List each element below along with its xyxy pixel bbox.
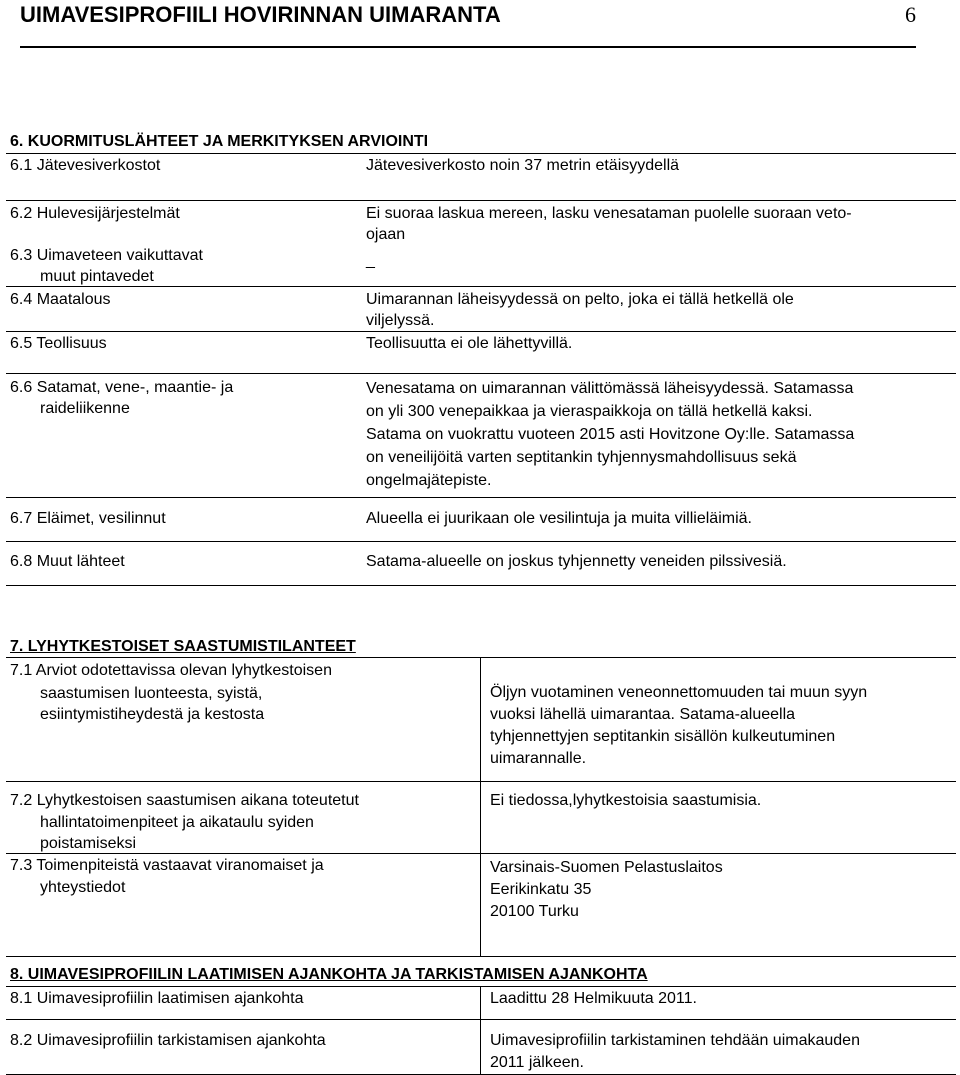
- row-7-2-label-rest: hallintatoimenpiteet ja aikataulu syiden poistamiseksi: [40, 814, 314, 852]
- row-8-2-label: 8.2 Uimavesiprofiilin tarkistamisen ajankohta: [10, 1032, 326, 1049]
- divider: [6, 657, 956, 658]
- row-6-8-value: Satama-alueelle on joskus tyhjennetty veneiden pilssivesiä.: [366, 553, 787, 570]
- document-title: UIMAVESIPROFIILI HOVIRINNAN UIMARANTA: [20, 2, 501, 27]
- row-6-8-label: 6.8 Muut lähteet: [10, 553, 125, 570]
- row-6-2-value: Ei suoraa laskua mereen, lasku venesataman puolelle suoraan veto- ojaan: [366, 205, 852, 243]
- divider: [6, 497, 956, 498]
- row-6-3-label-2: muut pintavedet: [40, 268, 154, 285]
- column-divider: [480, 657, 481, 956]
- row-6-5-label: 6.5 Teollisuus: [10, 335, 107, 352]
- row-8-1-label: 8.1 Uimavesiprofiilin laatimisen ajankohta: [10, 990, 304, 1007]
- row-6-7-value: Alueella ei juurikaan ole vesilintuja ja muita villieläimiä.: [366, 510, 752, 527]
- divider: [6, 331, 956, 332]
- row-6-5-value: Teollisuutta ei ole lähettyvillä.: [366, 335, 573, 352]
- row-6-6-value: Venesatama on uimarannan välittömässä läheisyydessä. Satamassa on yli 300 venepaikkaa ja vieraspaikkoja on tällä hetkellä kaksi. Satama on vuokrattu vuoteen 2015 asti Hovitzone Oy:lle. Satamassa on veneilijöitä varten septitankin tyhjennysmahdollisuus sekä ongelmajätepiste.: [366, 380, 855, 489]
- row-7-2-label-1: 7.2 Lyhytkestoisen saastumisen aikana toteutetut: [10, 792, 359, 809]
- divider: [6, 853, 956, 854]
- row-7-2-value: Ei tiedossa,lyhytkestoisia saastumisia.: [490, 792, 762, 809]
- row-6-2-label: 6.2 Hulevesijärjestelmät: [10, 205, 180, 222]
- row-6-7-label: 6.7 Eläimet, vesilinnut: [10, 510, 166, 527]
- row-7-1-label-rest: saastumisen luonteesta, syistä, esiintymistiheydestä ja kestosta: [40, 685, 265, 723]
- section-8-title: 8. UIMAVESIPROFIILIN LAATIMISEN AJANKOHTA JA TARKISTAMISEN AJANKOHTA: [10, 966, 648, 983]
- row-6-3-label-1: 6.3 Uimaveteen vaikuttavat: [10, 247, 203, 264]
- section-7-title: 7. LYHYTKESTOISET SAASTUMISTILANTEET: [10, 638, 356, 655]
- row-6-4-label: 6.4 Maatalous: [10, 291, 111, 308]
- row-7-3-label-rest: yhteystiedot: [40, 879, 126, 896]
- row-6-6-label-2: raideliikenne: [40, 400, 130, 417]
- row-6-1-label: 6.1 Jätevesiverkostot: [10, 157, 161, 174]
- column-divider: [480, 986, 481, 1075]
- divider: [6, 541, 956, 542]
- page-number: 6: [905, 2, 916, 27]
- row-7-3-value: Varsinais-Suomen Pelastuslaitos Eerikinkatu 35 20100 Turku: [490, 859, 723, 920]
- row-7-3-label-1: 7.3 Toimenpiteistä vastaavat viranomaiset ja: [10, 857, 324, 874]
- row-8-2-value: Uimavesiprofiilin tarkistaminen tehdään uimakauden 2011 jälkeen.: [490, 1032, 860, 1071]
- row-6-6-label-1: 6.6 Satamat, vene-, maantie- ja: [10, 379, 234, 396]
- row-7-1-value: Öljyn vuotaminen veneonnettomuuden tai muun syyn vuoksi lähellä uimarantaa. Satama-alueella tyhjennettyjen septitankin sisällön kulkeutuminen uimarannalle.: [490, 684, 868, 767]
- divider: [6, 986, 956, 987]
- divider: [6, 781, 956, 782]
- divider: [6, 373, 956, 374]
- divider: [6, 153, 956, 154]
- divider: [6, 200, 956, 201]
- divider: [6, 585, 956, 586]
- row-7-1-label-1: 7.1 Arviot odotettavissa olevan lyhytkestoisen: [10, 662, 332, 679]
- row-6-1-value: Jätevesiverkosto noin 37 metrin etäisyydellä: [366, 157, 680, 174]
- page-header: [20, 2, 916, 48]
- row-8-1-value: Laadittu 28 Helmikuuta 2011.: [490, 990, 697, 1007]
- divider: [6, 1019, 956, 1020]
- divider: [6, 956, 956, 957]
- row-6-4-value: Uimarannan läheisyydessä on pelto, joka ei tällä hetkellä ole viljelyssä.: [366, 291, 794, 329]
- header-rule: [20, 46, 916, 48]
- section-6-title: 6. KUORMITUSLÄHTEET JA MERKITYKSEN ARVIOINTI: [10, 133, 429, 150]
- divider: [6, 286, 956, 287]
- row-6-3-value: _: [366, 252, 375, 269]
